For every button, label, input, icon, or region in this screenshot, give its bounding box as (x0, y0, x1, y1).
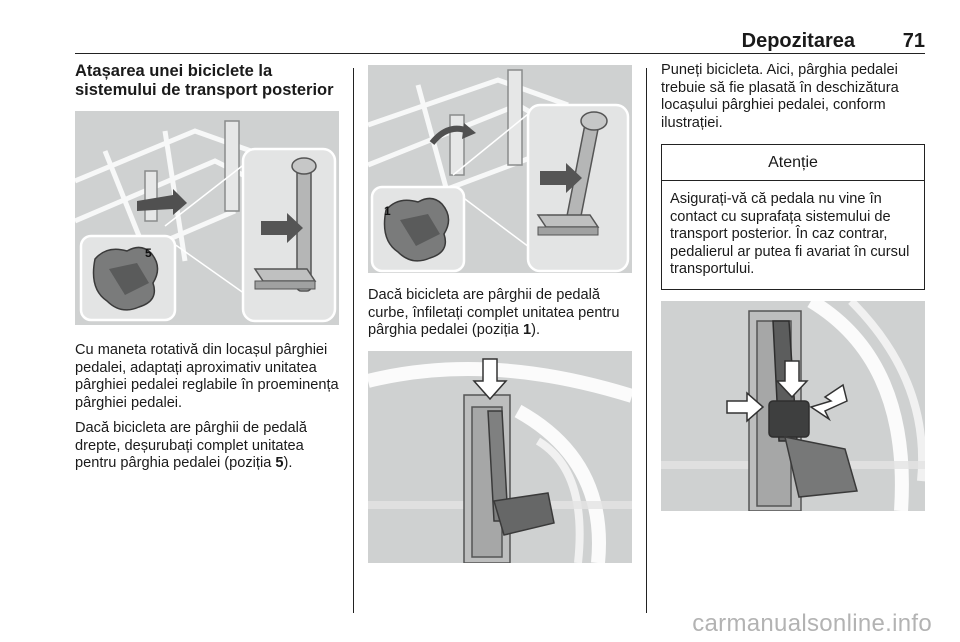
knob-position-label: 1 (384, 204, 391, 218)
paragraph-curved-pedal: Dacă bicicleta are pârghii de pedală curbe, înfiletați complet unitatea pentru pârghia pedalei (poziția 1). (368, 287, 620, 338)
column-divider-2 (646, 68, 647, 613)
paragraph-adjust-unit: Cu maneta rotativă din locașul pârghiei pedalei, adaptați aproximativ unitatea pârghiei pedalei reglabile în proeminența pârghiei pedalei. (75, 342, 339, 411)
column-2 (368, 62, 632, 563)
page-number: 71 (902, 30, 925, 52)
column-1 (75, 62, 340, 473)
caution-title: Atenție (662, 145, 924, 181)
paragraph-straight-pedal: Dacă bicicleta are pârghii de pedală drepte, deșurubați complet unitatea pentru pârghia pedalei (poziția 5). (75, 420, 308, 471)
column-3 (661, 62, 925, 511)
figure-adjust-knob (75, 111, 339, 325)
figure-screw-in-unit (368, 65, 632, 273)
column-divider-1 (353, 68, 354, 613)
page-header (75, 30, 925, 54)
figure-pedal-clamped (661, 301, 925, 511)
knob-position-label: 5 (145, 246, 152, 260)
section-title: Atașarea unei biciclete la sistemului de transport posterior (75, 62, 334, 99)
caution-box (661, 144, 925, 290)
paragraph-place-bicycle: Puneți bicicleta. Aici, pârghia pedalei trebuie să fie plasată în deschizătura locașului pârghiei pedalei, conform ilustrației. (661, 62, 899, 131)
header-section-title: Depozitarea (741, 30, 855, 52)
caution-text: Asigurați-vă că pedala nu vine în contact cu suprafața sistemului de transport posterior. În caz contrar, pedalierul ar putea fi avariat în cursul transportului. (670, 191, 910, 277)
watermark: carmanualsonline.info (692, 610, 932, 637)
figure-pedal-in-holder (368, 351, 632, 563)
